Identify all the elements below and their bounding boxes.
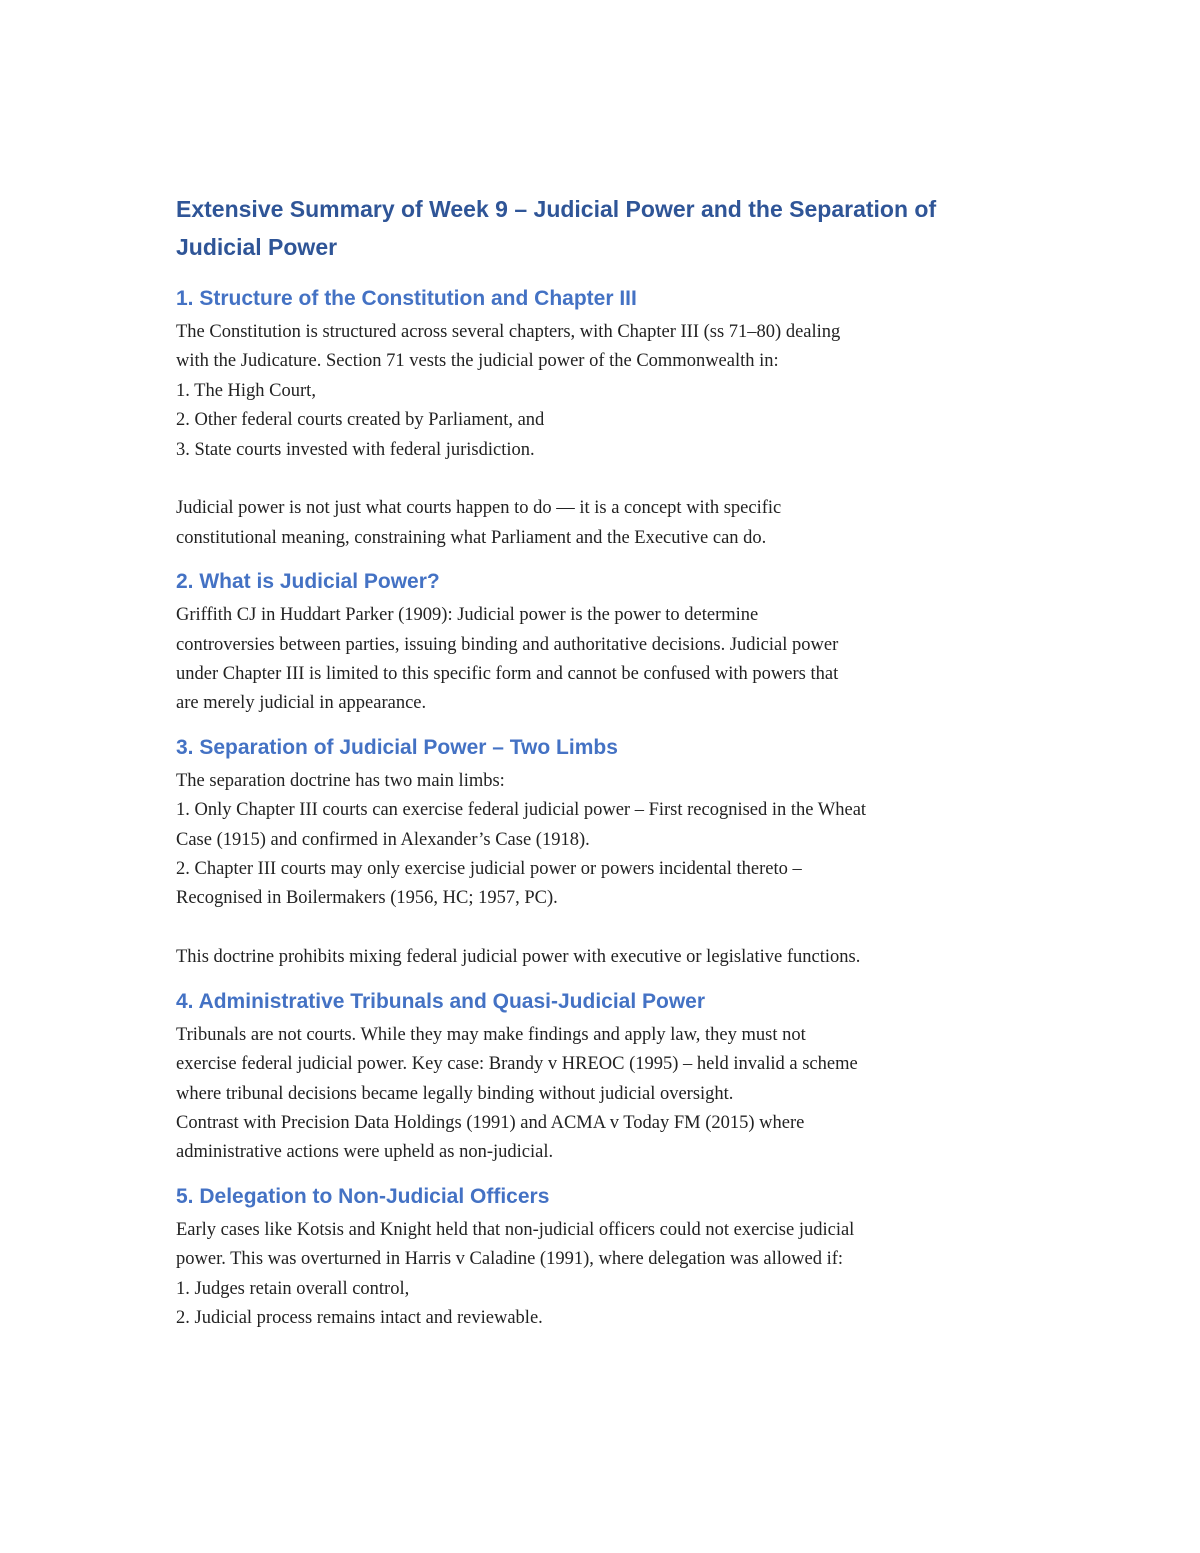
text-line: Contrast with Precision Data Holdings (1991) and ACMA v Today FM (2015) where — [176, 1112, 805, 1133]
text-line: Griffith CJ in Huddart Parker (1909): Judicial power is the power to determine — [176, 605, 759, 626]
document-title — [176, 190, 1036, 266]
section-heading: 3. Separation of Judicial Power – Two Limbs — [176, 735, 618, 759]
paragraph — [176, 601, 1036, 719]
list-item: 2. Judicial process remains intact and reviewable. — [176, 1307, 543, 1328]
section-administrative-tribunals — [176, 987, 1036, 1168]
section-heading: 5. Delegation to Non-Judicial Officers — [176, 1184, 550, 1208]
list-item: 2. Other federal courts created by Parliament, and — [176, 410, 545, 431]
section-separation-two-limbs — [176, 733, 1036, 973]
text-line: where tribunal decisions became legally binding without judicial oversight. — [176, 1083, 734, 1104]
text-line: Judicial power is not just what courts happen to do — it is a concept with specific — [176, 498, 782, 519]
list-item: 1. The High Court, — [176, 380, 316, 401]
paragraph — [176, 943, 1036, 972]
paragraph — [176, 1216, 1036, 1334]
section-what-is-judicial-power — [176, 567, 1036, 719]
section-delegation — [176, 1182, 1036, 1334]
list-item: 2. Chapter III courts may only exercise judicial power or powers incidental thereto – — [176, 859, 802, 880]
text-line: controversies between parties, issuing binding and authoritative decisions. Judicial power — [176, 634, 839, 655]
text-line: exercise federal judicial power. Key case: Brandy v HREOC (1995) – held invalid a scheme — [176, 1054, 858, 1075]
list-item: 1. Only Chapter III courts can exercise federal judicial power – First recognised in the Wheat — [176, 800, 867, 821]
document-body — [176, 190, 1036, 1347]
text-line: Case (1915) and confirmed in Alexander’s Case (1918). — [176, 829, 590, 850]
title-line: Extensive Summary of Week 9 – Judicial Power and the Separation of — [176, 196, 937, 222]
text-line: Early cases like Kotsis and Knight held that non-judicial officers could not exercise judicial — [176, 1219, 855, 1240]
paragraph — [176, 767, 1036, 914]
list-item: 3. State courts invested with federal jurisdiction. — [176, 439, 535, 460]
paragraph — [176, 494, 1036, 553]
text-line: administrative actions were upheld as non-judicial. — [176, 1142, 554, 1163]
text-line: constitutional meaning, constraining what Parliament and the Executive can do. — [176, 527, 767, 548]
paragraph-spacer — [176, 465, 1036, 494]
section-heading: 1. Structure of the Constitution and Chapter III — [176, 287, 637, 310]
paragraph — [176, 318, 1036, 465]
text-line: The separation doctrine has two main limbs: — [176, 770, 505, 791]
text-line: This doctrine prohibits mixing federal judicial power with executive or legislative functions. — [176, 947, 861, 968]
text-line: under Chapter III is limited to this specific form and cannot be confused with powers that — [176, 664, 839, 685]
section-heading: 2. What is Judicial Power? — [176, 570, 440, 594]
title-line: Judicial Power — [176, 234, 338, 260]
paragraph — [176, 1021, 1036, 1168]
section-structure — [176, 284, 1036, 553]
text-line: Recognised in Boilermakers (1956, HC; 1957, PC). — [176, 888, 558, 909]
text-line: with the Judicature. Section 71 vests the judicial power of the Commonwealth in: — [176, 351, 779, 372]
text-line: power. This was overturned in Harris v Caladine (1991), where delegation was allowed if: — [176, 1249, 844, 1270]
paragraph-spacer — [176, 914, 1036, 943]
section-heading: 4. Administrative Tribunals and Quasi-Judicial Power — [176, 989, 706, 1013]
text-line: are merely judicial in appearance. — [176, 693, 427, 714]
text-line: The Constitution is structured across several chapters, with Chapter III (ss 71–80) dealing — [176, 322, 841, 342]
list-item: 1. Judges retain overall control, — [176, 1278, 410, 1299]
text-line: Tribunals are not courts. While they may make findings and apply law, they must not — [176, 1024, 806, 1045]
